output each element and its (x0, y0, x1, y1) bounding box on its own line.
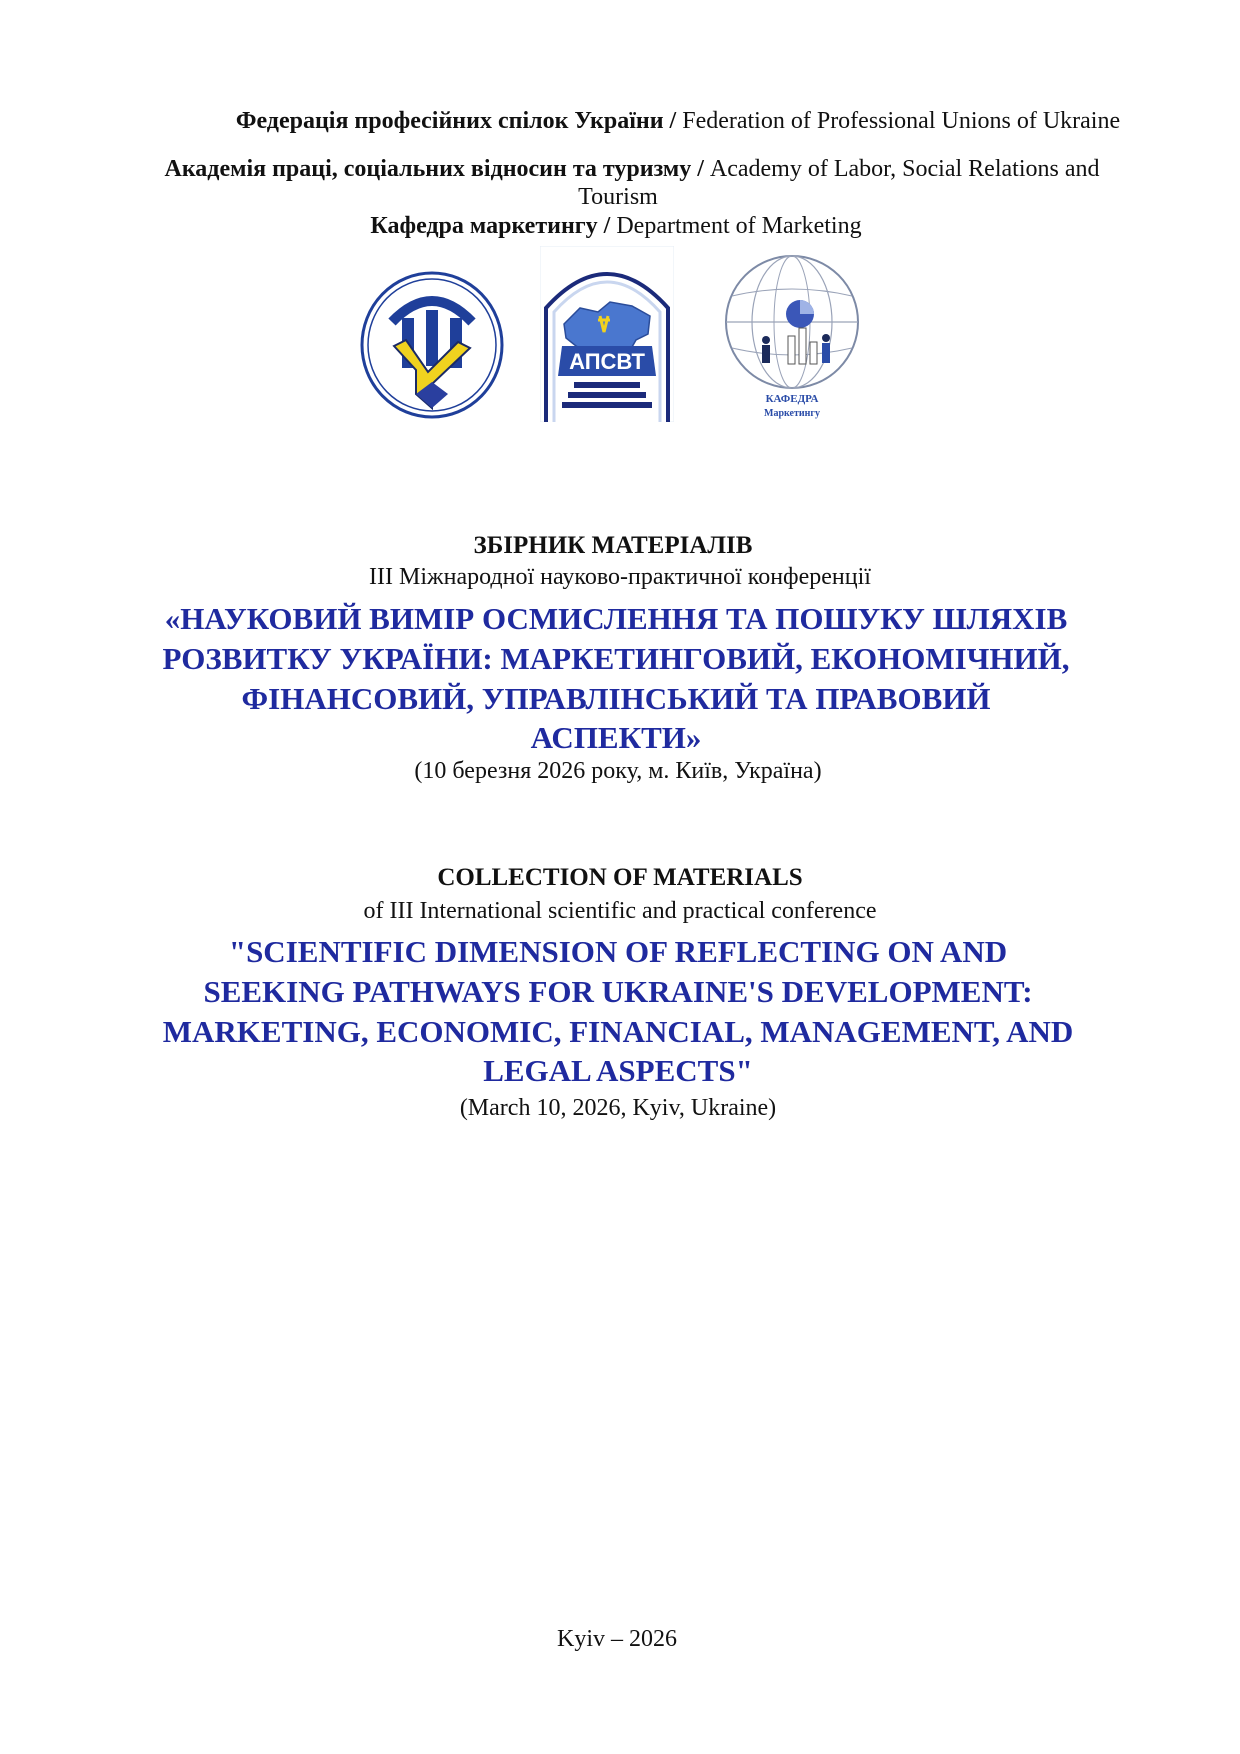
marketing-department-logo-icon (722, 252, 862, 428)
federation-en: Federation of Professional Unions of Ukraine (676, 108, 1121, 134)
academy-uk: Академія праці, соціальних відносин та туризму / (164, 156, 704, 182)
uk-heading: ЗБІРНИК МАТЕРІАЛІВ (473, 532, 753, 559)
en-title-line-3: MARKETING, ECONOMIC, FINANCIAL, MANAGEMENT, AND (162, 1014, 1074, 1049)
department-en: Department of Marketing (610, 213, 862, 239)
department-uk: Кафедра маркетингу / (370, 213, 611, 239)
header-federation (58, 107, 1240, 135)
en-heading: COLLECTION OF MATERIALS (437, 864, 803, 891)
uk-title-line-2: РОЗВИТКУ УКРАЇНИ: МАРКЕТИНГОВИЙ, ЕКОНОМІЧНИЙ, (162, 641, 1070, 676)
uk-subheading: III Міжнародної науково-практичної конференції (369, 564, 871, 590)
apsvt-logo-icon (540, 246, 674, 422)
logo-row (0, 246, 1240, 436)
en-title-line-4: LEGAL ASPECTS" (483, 1053, 753, 1088)
academy-en: Academy of Labor, Social Relations and (703, 156, 1100, 182)
uk-date: (10 березня 2026 року, м. Київ, Україна) (414, 758, 822, 784)
place-year: Kyiv – 2026 (557, 1626, 677, 1652)
federation-uk: Федерація професійних спілок України / (235, 108, 677, 134)
apsvt-logo-text: АПСВТ (569, 349, 645, 374)
en-title-line-1: "SCIENTIFIC DIMENSION OF REFLECTING ON AND (228, 934, 1008, 969)
header-academy-cont (0, 183, 1238, 211)
header-academy (12, 155, 1240, 183)
en-subheading: of III International scientific and practical conference (363, 898, 877, 924)
academy-en-cont: Tourism (578, 184, 658, 210)
marketing-logo-text2: Маркетингу (764, 408, 820, 419)
uk-title-line-4: АСПЕКТИ» (530, 720, 702, 755)
fpu-emblem-icon (358, 270, 506, 420)
marketing-logo-text1: КАФЕДРА (765, 393, 819, 405)
uk-title-line-1: «НАУКОВИЙ ВИМІР ОСМИСЛЕННЯ ТА ПОШУКУ ШЛЯХІВ (164, 601, 1068, 636)
en-date: (March 10, 2026, Kyiv, Ukraine) (459, 1095, 777, 1121)
uk-title-line-3: ФІНАНСОВИЙ, УПРАВЛІНСЬКИЙ ТА ПРАВОВИЙ (241, 681, 991, 716)
header-department (0, 212, 1236, 240)
en-title-line-2: SEEKING PATHWAYS FOR UKRAINE'S DEVELOPMENT: (203, 974, 1033, 1009)
